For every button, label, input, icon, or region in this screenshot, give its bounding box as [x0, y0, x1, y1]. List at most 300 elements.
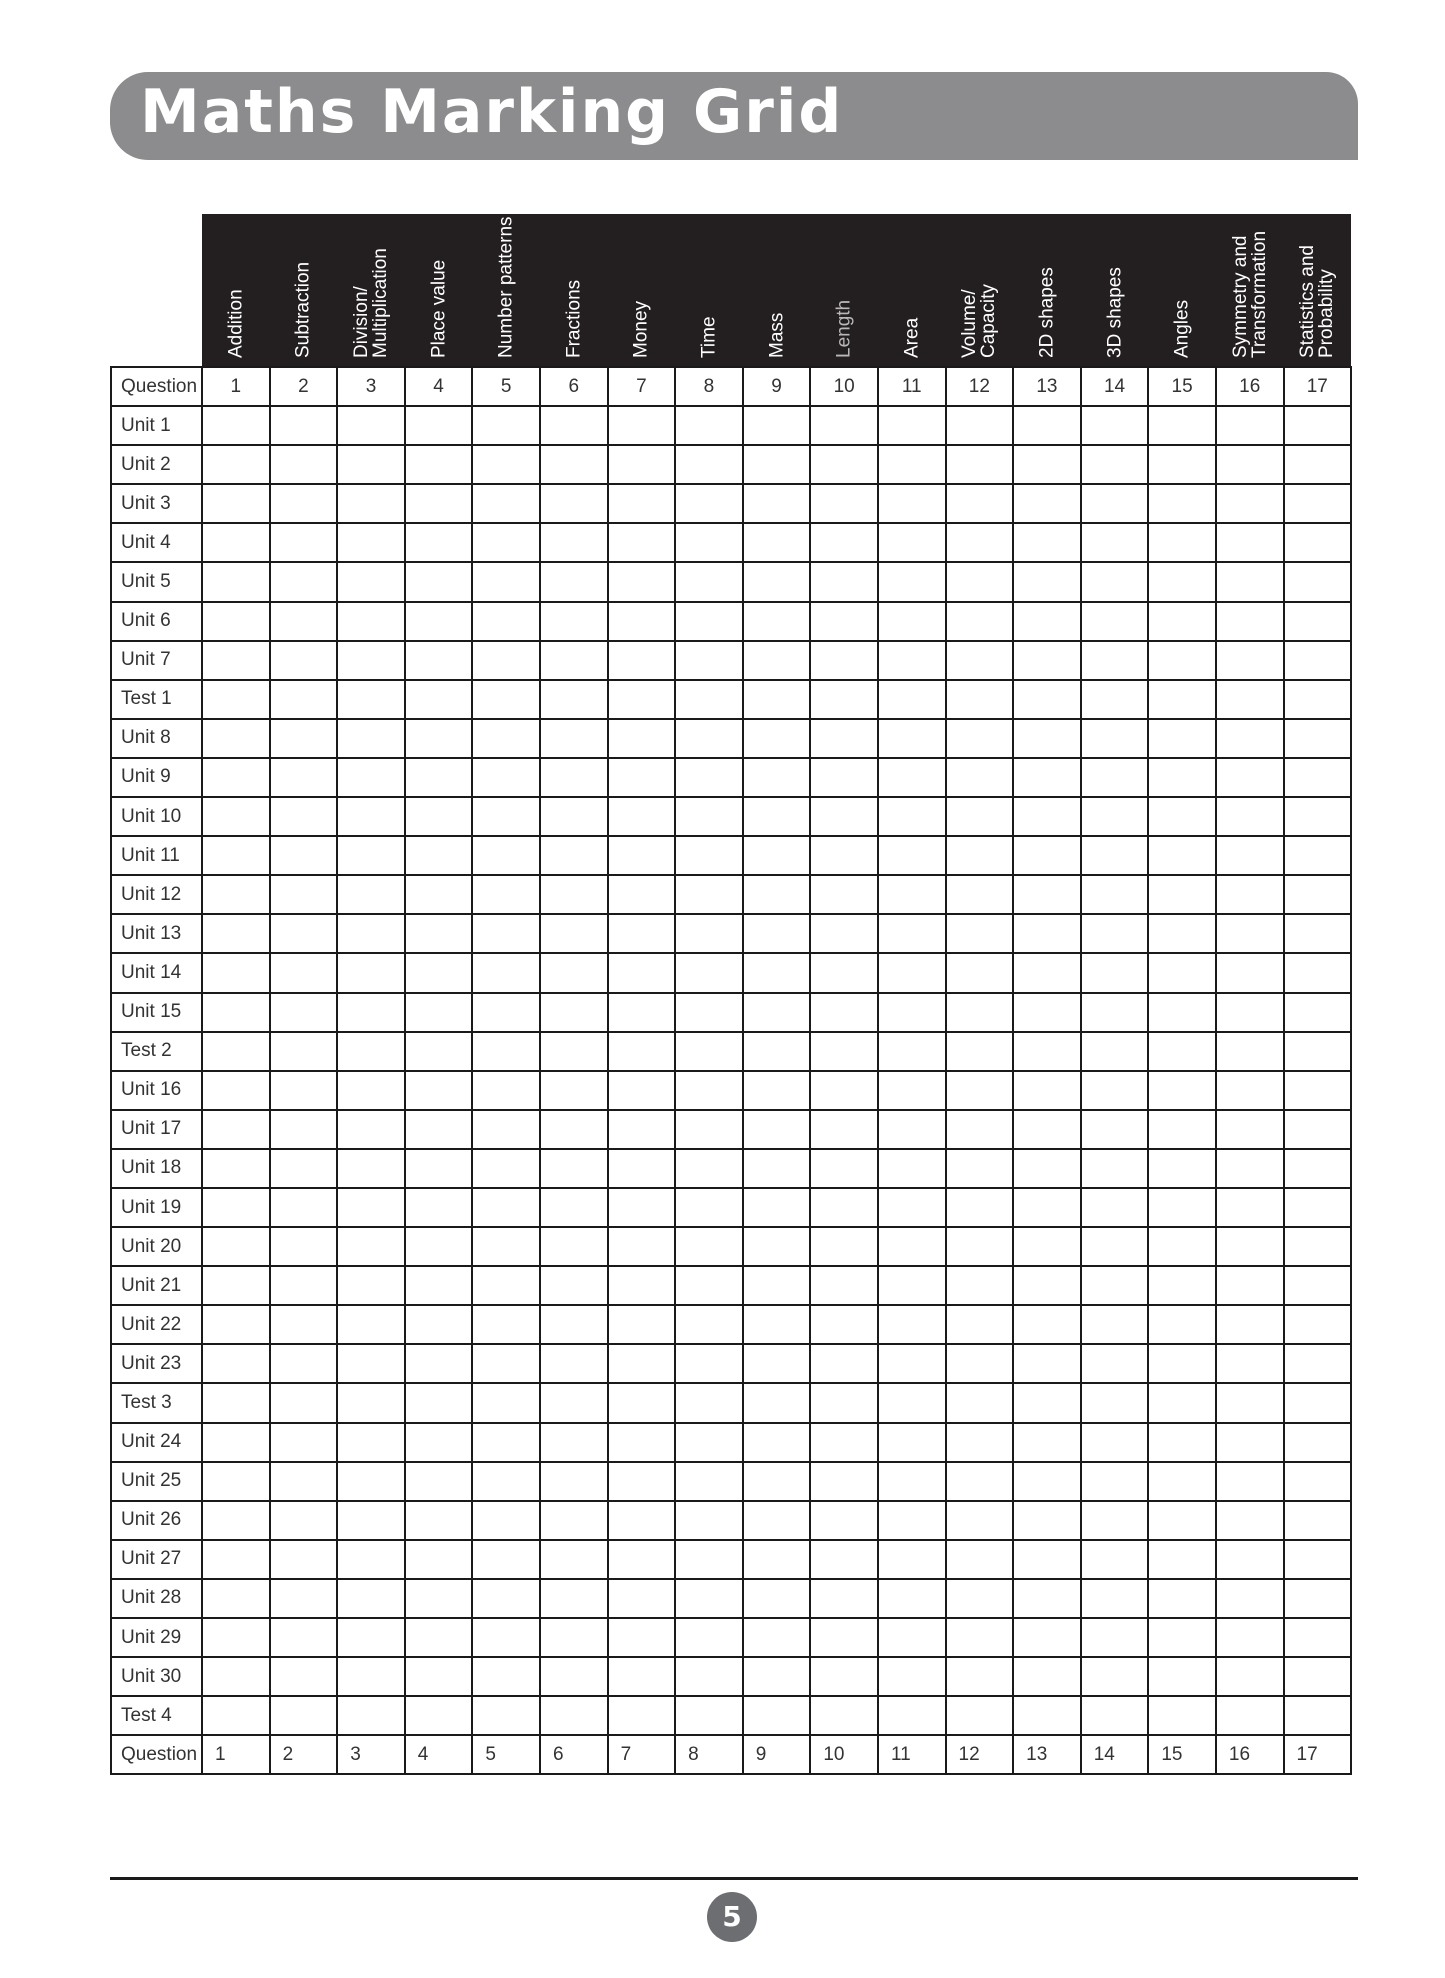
mark-cell[interactable]	[1284, 758, 1352, 797]
mark-cell[interactable]	[810, 1149, 878, 1188]
mark-cell[interactable]	[540, 1032, 608, 1071]
mark-cell[interactable]	[810, 993, 878, 1032]
mark-cell[interactable]	[1284, 523, 1352, 562]
mark-cell[interactable]	[878, 1501, 946, 1540]
mark-cell[interactable]	[405, 1462, 473, 1501]
mark-cell[interactable]	[1284, 1657, 1352, 1696]
mark-cell[interactable]	[1148, 562, 1216, 601]
mark-cell[interactable]	[540, 836, 608, 875]
mark-cell[interactable]	[878, 641, 946, 680]
mark-cell[interactable]	[405, 758, 473, 797]
mark-cell[interactable]	[270, 875, 338, 914]
mark-cell[interactable]	[1284, 875, 1352, 914]
mark-cell[interactable]	[878, 875, 946, 914]
mark-cell[interactable]	[1216, 1344, 1284, 1383]
mark-cell[interactable]	[1081, 1032, 1149, 1071]
mark-cell[interactable]	[1284, 1696, 1352, 1735]
mark-cell[interactable]	[743, 1540, 811, 1579]
mark-cell[interactable]	[337, 562, 405, 601]
mark-cell[interactable]	[1013, 1110, 1081, 1149]
mark-cell[interactable]	[1216, 797, 1284, 836]
mark-cell[interactable]	[810, 1618, 878, 1657]
mark-cell[interactable]	[270, 836, 338, 875]
mark-cell[interactable]	[1013, 1071, 1081, 1110]
mark-cell[interactable]	[202, 523, 270, 562]
mark-cell[interactable]	[540, 602, 608, 641]
mark-cell[interactable]	[472, 1657, 540, 1696]
mark-cell[interactable]	[472, 406, 540, 445]
mark-cell[interactable]	[1216, 1071, 1284, 1110]
mark-cell[interactable]	[1148, 719, 1216, 758]
mark-cell[interactable]	[946, 1032, 1014, 1071]
mark-cell[interactable]	[878, 484, 946, 523]
mark-cell[interactable]	[270, 1344, 338, 1383]
mark-cell[interactable]	[743, 1423, 811, 1462]
mark-cell[interactable]	[337, 484, 405, 523]
mark-cell[interactable]	[810, 1305, 878, 1344]
mark-cell[interactable]	[1013, 1657, 1081, 1696]
mark-cell[interactable]	[1148, 797, 1216, 836]
mark-cell[interactable]	[337, 993, 405, 1032]
mark-cell[interactable]	[743, 1383, 811, 1422]
mark-cell[interactable]	[472, 680, 540, 719]
mark-cell[interactable]	[946, 719, 1014, 758]
mark-cell[interactable]	[1284, 445, 1352, 484]
mark-cell[interactable]	[337, 1305, 405, 1344]
mark-cell[interactable]	[1284, 1266, 1352, 1305]
mark-cell[interactable]	[1081, 875, 1149, 914]
mark-cell[interactable]	[946, 1305, 1014, 1344]
mark-cell[interactable]	[270, 1032, 338, 1071]
mark-cell[interactable]	[337, 445, 405, 484]
mark-cell[interactable]	[1013, 1423, 1081, 1462]
mark-cell[interactable]	[1013, 993, 1081, 1032]
mark-cell[interactable]	[472, 445, 540, 484]
mark-cell[interactable]	[1148, 1618, 1216, 1657]
mark-cell[interactable]	[270, 523, 338, 562]
mark-cell[interactable]	[608, 1149, 676, 1188]
mark-cell[interactable]	[540, 1305, 608, 1344]
mark-cell[interactable]	[608, 758, 676, 797]
mark-cell[interactable]	[810, 719, 878, 758]
mark-cell[interactable]	[405, 484, 473, 523]
mark-cell[interactable]	[1013, 1696, 1081, 1735]
mark-cell[interactable]	[472, 993, 540, 1032]
mark-cell[interactable]	[1013, 1618, 1081, 1657]
mark-cell[interactable]	[608, 1305, 676, 1344]
mark-cell[interactable]	[202, 1266, 270, 1305]
mark-cell[interactable]	[878, 602, 946, 641]
mark-cell[interactable]	[743, 1032, 811, 1071]
mark-cell[interactable]	[540, 1618, 608, 1657]
mark-cell[interactable]	[202, 641, 270, 680]
mark-cell[interactable]	[270, 562, 338, 601]
mark-cell[interactable]	[743, 1188, 811, 1227]
mark-cell[interactable]	[1148, 1227, 1216, 1266]
mark-cell[interactable]	[202, 1618, 270, 1657]
mark-cell[interactable]	[405, 797, 473, 836]
mark-cell[interactable]	[472, 641, 540, 680]
mark-cell[interactable]	[810, 797, 878, 836]
mark-cell[interactable]	[540, 1540, 608, 1579]
mark-cell[interactable]	[1081, 562, 1149, 601]
mark-cell[interactable]	[810, 1110, 878, 1149]
mark-cell[interactable]	[1013, 1383, 1081, 1422]
mark-cell[interactable]	[270, 993, 338, 1032]
mark-cell[interactable]	[405, 875, 473, 914]
mark-cell[interactable]	[675, 993, 743, 1032]
mark-cell[interactable]	[878, 1227, 946, 1266]
mark-cell[interactable]	[337, 602, 405, 641]
mark-cell[interactable]	[675, 1383, 743, 1422]
mark-cell[interactable]	[540, 523, 608, 562]
mark-cell[interactable]	[1013, 1540, 1081, 1579]
mark-cell[interactable]	[1148, 484, 1216, 523]
mark-cell[interactable]	[1216, 1383, 1284, 1422]
mark-cell[interactable]	[1081, 1657, 1149, 1696]
mark-cell[interactable]	[810, 1344, 878, 1383]
mark-cell[interactable]	[743, 953, 811, 992]
mark-cell[interactable]	[810, 680, 878, 719]
mark-cell[interactable]	[405, 1501, 473, 1540]
mark-cell[interactable]	[202, 1462, 270, 1501]
mark-cell[interactable]	[1284, 1188, 1352, 1227]
mark-cell[interactable]	[608, 1618, 676, 1657]
mark-cell[interactable]	[270, 641, 338, 680]
mark-cell[interactable]	[878, 1696, 946, 1735]
mark-cell[interactable]	[810, 1696, 878, 1735]
mark-cell[interactable]	[337, 758, 405, 797]
mark-cell[interactable]	[878, 1032, 946, 1071]
mark-cell[interactable]	[472, 1227, 540, 1266]
mark-cell[interactable]	[337, 1696, 405, 1735]
mark-cell[interactable]	[202, 797, 270, 836]
mark-cell[interactable]	[472, 1462, 540, 1501]
mark-cell[interactable]	[1216, 1501, 1284, 1540]
mark-cell[interactable]	[270, 758, 338, 797]
mark-cell[interactable]	[946, 562, 1014, 601]
mark-cell[interactable]	[337, 523, 405, 562]
mark-cell[interactable]	[1284, 914, 1352, 953]
mark-cell[interactable]	[540, 1423, 608, 1462]
mark-cell[interactable]	[405, 680, 473, 719]
mark-cell[interactable]	[878, 1540, 946, 1579]
mark-cell[interactable]	[540, 406, 608, 445]
mark-cell[interactable]	[472, 758, 540, 797]
mark-cell[interactable]	[1216, 953, 1284, 992]
mark-cell[interactable]	[405, 406, 473, 445]
mark-cell[interactable]	[472, 719, 540, 758]
mark-cell[interactable]	[946, 1423, 1014, 1462]
mark-cell[interactable]	[946, 1110, 1014, 1149]
mark-cell[interactable]	[1284, 1383, 1352, 1422]
mark-cell[interactable]	[472, 1110, 540, 1149]
mark-cell[interactable]	[608, 1110, 676, 1149]
mark-cell[interactable]	[270, 1540, 338, 1579]
mark-cell[interactable]	[1216, 602, 1284, 641]
mark-cell[interactable]	[1148, 680, 1216, 719]
mark-cell[interactable]	[1148, 1305, 1216, 1344]
mark-cell[interactable]	[946, 406, 1014, 445]
mark-cell[interactable]	[675, 445, 743, 484]
mark-cell[interactable]	[946, 484, 1014, 523]
mark-cell[interactable]	[810, 1579, 878, 1618]
mark-cell[interactable]	[878, 1266, 946, 1305]
mark-cell[interactable]	[202, 719, 270, 758]
mark-cell[interactable]	[337, 914, 405, 953]
mark-cell[interactable]	[1081, 1149, 1149, 1188]
mark-cell[interactable]	[878, 1188, 946, 1227]
mark-cell[interactable]	[743, 1579, 811, 1618]
mark-cell[interactable]	[1284, 1071, 1352, 1110]
mark-cell[interactable]	[540, 1657, 608, 1696]
mark-cell[interactable]	[1081, 680, 1149, 719]
mark-cell[interactable]	[810, 914, 878, 953]
mark-cell[interactable]	[202, 758, 270, 797]
mark-cell[interactable]	[1216, 836, 1284, 875]
mark-cell[interactable]	[540, 1696, 608, 1735]
mark-cell[interactable]	[878, 758, 946, 797]
mark-cell[interactable]	[675, 406, 743, 445]
mark-cell[interactable]	[1284, 1423, 1352, 1462]
mark-cell[interactable]	[1081, 1110, 1149, 1149]
mark-cell[interactable]	[1081, 993, 1149, 1032]
mark-cell[interactable]	[878, 523, 946, 562]
mark-cell[interactable]	[1284, 1149, 1352, 1188]
mark-cell[interactable]	[675, 484, 743, 523]
mark-cell[interactable]	[337, 836, 405, 875]
mark-cell[interactable]	[1216, 758, 1284, 797]
mark-cell[interactable]	[1216, 1188, 1284, 1227]
mark-cell[interactable]	[1148, 1579, 1216, 1618]
mark-cell[interactable]	[878, 953, 946, 992]
mark-cell[interactable]	[1148, 1110, 1216, 1149]
mark-cell[interactable]	[1013, 1305, 1081, 1344]
mark-cell[interactable]	[202, 445, 270, 484]
mark-cell[interactable]	[540, 1110, 608, 1149]
mark-cell[interactable]	[1081, 914, 1149, 953]
mark-cell[interactable]	[1013, 680, 1081, 719]
mark-cell[interactable]	[202, 1032, 270, 1071]
mark-cell[interactable]	[946, 1462, 1014, 1501]
mark-cell[interactable]	[1013, 1149, 1081, 1188]
mark-cell[interactable]	[810, 523, 878, 562]
mark-cell[interactable]	[946, 445, 1014, 484]
mark-cell[interactable]	[1216, 1657, 1284, 1696]
mark-cell[interactable]	[946, 641, 1014, 680]
mark-cell[interactable]	[270, 484, 338, 523]
mark-cell[interactable]	[1081, 1579, 1149, 1618]
mark-cell[interactable]	[810, 836, 878, 875]
mark-cell[interactable]	[540, 875, 608, 914]
mark-cell[interactable]	[1148, 836, 1216, 875]
mark-cell[interactable]	[1013, 1266, 1081, 1305]
mark-cell[interactable]	[405, 1266, 473, 1305]
mark-cell[interactable]	[540, 914, 608, 953]
mark-cell[interactable]	[202, 875, 270, 914]
mark-cell[interactable]	[1148, 1188, 1216, 1227]
mark-cell[interactable]	[946, 1696, 1014, 1735]
mark-cell[interactable]	[540, 1579, 608, 1618]
mark-cell[interactable]	[472, 1188, 540, 1227]
mark-cell[interactable]	[1013, 602, 1081, 641]
mark-cell[interactable]	[1148, 875, 1216, 914]
mark-cell[interactable]	[810, 445, 878, 484]
mark-cell[interactable]	[810, 406, 878, 445]
mark-cell[interactable]	[878, 1423, 946, 1462]
mark-cell[interactable]	[405, 1149, 473, 1188]
mark-cell[interactable]	[1013, 1032, 1081, 1071]
mark-cell[interactable]	[202, 1227, 270, 1266]
mark-cell[interactable]	[270, 914, 338, 953]
mark-cell[interactable]	[946, 1227, 1014, 1266]
mark-cell[interactable]	[270, 445, 338, 484]
mark-cell[interactable]	[608, 1188, 676, 1227]
mark-cell[interactable]	[1081, 523, 1149, 562]
mark-cell[interactable]	[1081, 406, 1149, 445]
mark-cell[interactable]	[1216, 1462, 1284, 1501]
mark-cell[interactable]	[202, 1110, 270, 1149]
mark-cell[interactable]	[608, 875, 676, 914]
mark-cell[interactable]	[1216, 641, 1284, 680]
mark-cell[interactable]	[743, 1462, 811, 1501]
mark-cell[interactable]	[608, 1423, 676, 1462]
mark-cell[interactable]	[675, 914, 743, 953]
mark-cell[interactable]	[337, 641, 405, 680]
mark-cell[interactable]	[202, 914, 270, 953]
mark-cell[interactable]	[1081, 445, 1149, 484]
mark-cell[interactable]	[810, 1266, 878, 1305]
mark-cell[interactable]	[1216, 993, 1284, 1032]
mark-cell[interactable]	[405, 523, 473, 562]
mark-cell[interactable]	[202, 836, 270, 875]
mark-cell[interactable]	[1284, 602, 1352, 641]
mark-cell[interactable]	[540, 1149, 608, 1188]
mark-cell[interactable]	[743, 484, 811, 523]
mark-cell[interactable]	[405, 1305, 473, 1344]
mark-cell[interactable]	[810, 641, 878, 680]
mark-cell[interactable]	[1148, 1383, 1216, 1422]
mark-cell[interactable]	[1148, 641, 1216, 680]
mark-cell[interactable]	[270, 602, 338, 641]
mark-cell[interactable]	[946, 1188, 1014, 1227]
mark-cell[interactable]	[675, 1540, 743, 1579]
mark-cell[interactable]	[946, 1266, 1014, 1305]
mark-cell[interactable]	[743, 914, 811, 953]
mark-cell[interactable]	[1148, 1657, 1216, 1696]
mark-cell[interactable]	[878, 1149, 946, 1188]
mark-cell[interactable]	[810, 1032, 878, 1071]
mark-cell[interactable]	[946, 1071, 1014, 1110]
mark-cell[interactable]	[1216, 523, 1284, 562]
mark-cell[interactable]	[1148, 1423, 1216, 1462]
mark-cell[interactable]	[1284, 1227, 1352, 1266]
mark-cell[interactable]	[608, 1032, 676, 1071]
mark-cell[interactable]	[946, 1579, 1014, 1618]
mark-cell[interactable]	[202, 1071, 270, 1110]
mark-cell[interactable]	[675, 1149, 743, 1188]
mark-cell[interactable]	[472, 1696, 540, 1735]
mark-cell[interactable]	[1081, 719, 1149, 758]
mark-cell[interactable]	[675, 1227, 743, 1266]
mark-cell[interactable]	[675, 641, 743, 680]
mark-cell[interactable]	[743, 758, 811, 797]
mark-cell[interactable]	[878, 1383, 946, 1422]
mark-cell[interactable]	[1081, 602, 1149, 641]
mark-cell[interactable]	[270, 680, 338, 719]
mark-cell[interactable]	[810, 602, 878, 641]
mark-cell[interactable]	[270, 1110, 338, 1149]
mark-cell[interactable]	[1081, 1344, 1149, 1383]
mark-cell[interactable]	[472, 1266, 540, 1305]
mark-cell[interactable]	[202, 953, 270, 992]
mark-cell[interactable]	[675, 797, 743, 836]
mark-cell[interactable]	[608, 1696, 676, 1735]
mark-cell[interactable]	[202, 406, 270, 445]
mark-cell[interactable]	[675, 1032, 743, 1071]
mark-cell[interactable]	[1284, 562, 1352, 601]
mark-cell[interactable]	[675, 1579, 743, 1618]
mark-cell[interactable]	[1284, 484, 1352, 523]
mark-cell[interactable]	[270, 1501, 338, 1540]
mark-cell[interactable]	[675, 1423, 743, 1462]
mark-cell[interactable]	[675, 836, 743, 875]
mark-cell[interactable]	[337, 680, 405, 719]
mark-cell[interactable]	[202, 1501, 270, 1540]
mark-cell[interactable]	[540, 719, 608, 758]
mark-cell[interactable]	[270, 797, 338, 836]
mark-cell[interactable]	[743, 1657, 811, 1696]
mark-cell[interactable]	[540, 1227, 608, 1266]
mark-cell[interactable]	[810, 562, 878, 601]
mark-cell[interactable]	[1013, 406, 1081, 445]
mark-cell[interactable]	[270, 1227, 338, 1266]
mark-cell[interactable]	[675, 1501, 743, 1540]
mark-cell[interactable]	[472, 1618, 540, 1657]
mark-cell[interactable]	[337, 1501, 405, 1540]
mark-cell[interactable]	[472, 1071, 540, 1110]
mark-cell[interactable]	[337, 719, 405, 758]
mark-cell[interactable]	[946, 993, 1014, 1032]
mark-cell[interactable]	[810, 875, 878, 914]
mark-cell[interactable]	[405, 1110, 473, 1149]
mark-cell[interactable]	[946, 602, 1014, 641]
mark-cell[interactable]	[608, 797, 676, 836]
mark-cell[interactable]	[878, 1579, 946, 1618]
mark-cell[interactable]	[202, 1540, 270, 1579]
mark-cell[interactable]	[878, 562, 946, 601]
mark-cell[interactable]	[946, 758, 1014, 797]
mark-cell[interactable]	[743, 1618, 811, 1657]
mark-cell[interactable]	[202, 562, 270, 601]
mark-cell[interactable]	[1013, 445, 1081, 484]
mark-cell[interactable]	[608, 1383, 676, 1422]
mark-cell[interactable]	[946, 1149, 1014, 1188]
mark-cell[interactable]	[608, 445, 676, 484]
mark-cell[interactable]	[1148, 445, 1216, 484]
mark-cell[interactable]	[743, 680, 811, 719]
mark-cell[interactable]	[1148, 1696, 1216, 1735]
mark-cell[interactable]	[675, 1110, 743, 1149]
mark-cell[interactable]	[405, 1579, 473, 1618]
mark-cell[interactable]	[472, 836, 540, 875]
mark-cell[interactable]	[1081, 1227, 1149, 1266]
mark-cell[interactable]	[1081, 953, 1149, 992]
mark-cell[interactable]	[337, 1266, 405, 1305]
mark-cell[interactable]	[878, 1618, 946, 1657]
mark-cell[interactable]	[675, 523, 743, 562]
mark-cell[interactable]	[878, 836, 946, 875]
